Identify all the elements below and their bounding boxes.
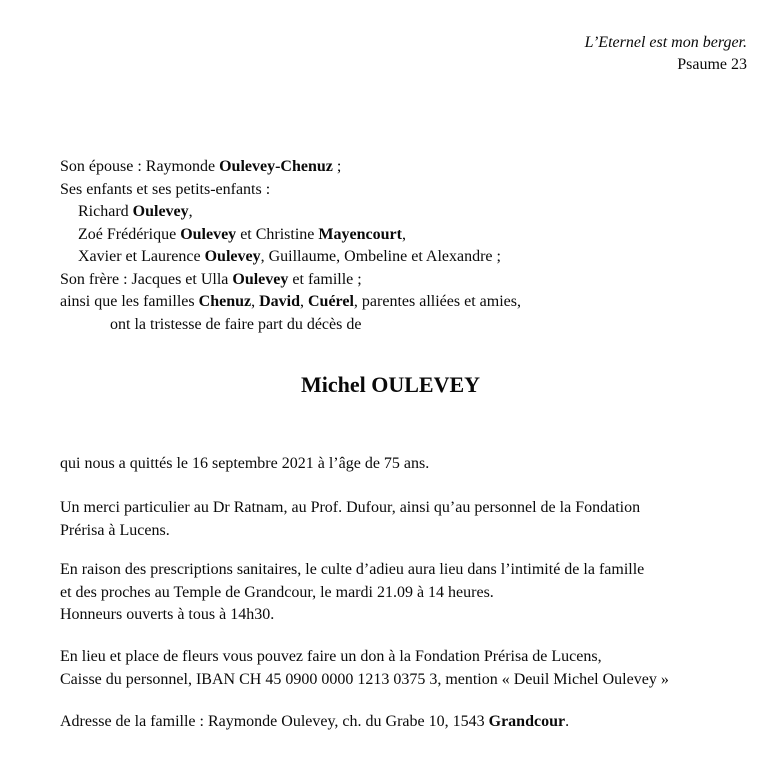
epigraph — [585, 32, 747, 76]
text-segment: . — [565, 713, 570, 730]
thanks-line: Un merci particulier au Dr Ratnam, au Prof. Dufour, ainsi qu’au personnel de la Fondation — [60, 499, 641, 516]
thanks-paragraph — [60, 497, 751, 542]
text-segment: , Guillaume, Ombeline et Alexandre ; — [260, 248, 501, 265]
ceremony-line: Honneurs ouverts à tous à 14h30. — [60, 606, 275, 623]
family-name-bold: Chenuz — [198, 293, 252, 310]
thanks-line: Prérisa à Lucens. — [60, 521, 170, 539]
family-name-bold: David — [259, 293, 300, 310]
text-segment: et Christine — [236, 225, 319, 243]
text-segment: , — [300, 293, 308, 310]
family-name-bold: Oulevey — [232, 270, 289, 288]
ceremony-line: et des proches au Temple de Grandcour, le mardi 21.09 à 14 heures. — [60, 583, 494, 601]
family-line-child — [60, 201, 751, 224]
family-address-line — [60, 711, 751, 734]
family-name-bold: Mayencourt — [318, 225, 402, 243]
family-name-bold: Oulevey — [132, 203, 189, 220]
text-segment: et famille ; — [288, 270, 362, 288]
family-line-families — [60, 291, 751, 314]
family-line-child — [60, 246, 751, 269]
family-name-bold: Oulevey — [180, 225, 237, 243]
death-date-line: qui nous a quittés le 16 septembre 2021 à l’âge de 75 ans. — [60, 455, 430, 472]
text-segment: Zoé Frédérique — [78, 225, 181, 243]
address-town-bold: Grandcour — [488, 713, 566, 730]
donation-line: En lieu et place de fleurs vous pouvez faire un don à la Fondation Prérisa de Lucens, — [60, 648, 602, 665]
donation-line: Caisse du personnel, IBAN CH 45 0900 0000 1213 0375 3, mention « Deuil Michel Oulevey » — [60, 670, 669, 688]
family-name-bold: Cuérel — [308, 293, 354, 310]
text-segment: , — [251, 293, 260, 310]
text-segment: Son frère : Jacques et Ulla — [60, 270, 233, 288]
text-segment: Xavier et Laurence — [78, 248, 205, 265]
text-segment: ainsi que les familles — [60, 293, 199, 310]
text-segment: , parentes alliées et amies, — [353, 293, 521, 310]
epigraph-source: Psaume 23 — [677, 56, 747, 73]
family-name-bold: Oulevey-Chenuz — [219, 158, 333, 175]
text-segment: ont la tristesse de faire part du décès de — [110, 315, 362, 333]
family-line-brother — [60, 269, 751, 292]
family-line-spouse — [60, 156, 751, 179]
ceremony-paragraph — [60, 559, 751, 627]
donation-paragraph — [60, 646, 751, 691]
family-line-sadness — [60, 314, 751, 337]
deceased-name: Michel OULEVEY — [300, 372, 481, 397]
epigraph-quote: L’Eternel est mon berger. — [584, 34, 747, 51]
family-line-child — [60, 224, 751, 247]
text-segment: Richard — [78, 203, 133, 220]
text-segment: Son épouse : Raymonde — [60, 158, 220, 175]
text-segment: Adresse de la famille : Raymonde Oulevey, ch. du Grabe 10, 1543 — [60, 713, 489, 730]
text-segment: ; — [332, 158, 342, 175]
text-segment: , — [188, 203, 193, 220]
family-announcement — [60, 156, 751, 336]
family-name-bold: Oulevey — [204, 248, 261, 265]
text-segment: , — [401, 225, 406, 243]
ceremony-line: En raison des prescriptions sanitaires, le culte d’adieu aura lieu dans l’intimité de la famille — [60, 561, 645, 578]
family-line-children-header — [60, 179, 751, 202]
text-segment: Ses enfants et ses petits-enfants : — [60, 180, 271, 198]
